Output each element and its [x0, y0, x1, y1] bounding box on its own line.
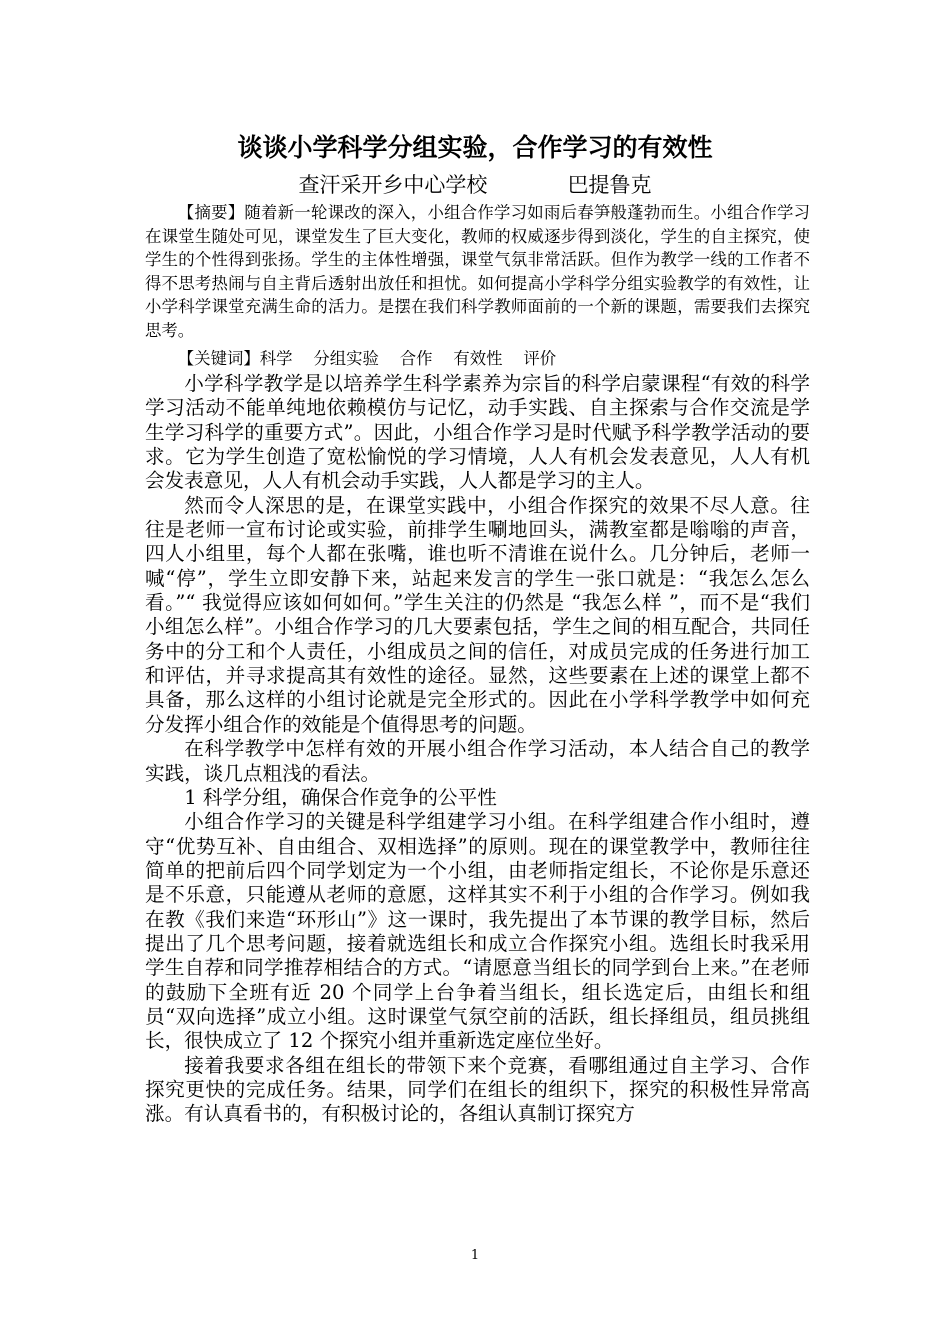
body-paragraph: 小组合作学习的关键是科学组建学习小组。在科学组建合作小组时，遵守“优势互补、自由组合、双相选择”的原则。现在的课堂教学中，教师往往简单的把前后四个同学划定为一个小组，由老师指定组长，不论你是乐意还是不乐意，只能遵从老师的意愿，这样其实不利于小组的合作学习。例如我在教《我们来造“环形山”》这一课时，我先提出了本节课的教学目标，然后提出了几个思考问题，接着就选组长和成立合作探究小组。选组长时我采用学生自荐和同学推荐相结合的方式。“请愿意当组长的同学到台上来。”在老师的鼓励下全班有近 20 个同学上台争着当组长，组长选定后，由组长和组员“双向选择”成立小组。这时课堂气氛空前的活跃，组长择组员，组员挑组长，很快成立了 12 个探究小组并重新选定座位坐好。 [145, 810, 810, 1053]
page-number: 1 [470, 1248, 480, 1263]
section-heading: 1 科学分组，确保合作竞争的公平性 [184, 785, 497, 809]
body-paragraph: 接着我要求各组在组长的带领下来个竞赛，看哪组通过自主学习、合作探究更快的完成任务。结果，同学们在组长的组织下，探究的积极性异常高涨。有认真看书的，有积极讨论的，各组认真制订探究方 [145, 1053, 810, 1126]
body-paragraph: 在科学教学中怎样有效的开展小组合作学习活动，本人结合自己的教学实践，谈几点粗浅的看法。 [145, 737, 810, 785]
body-text [145, 372, 810, 1127]
document-title: 谈谈小学科学分组实验，合作学习的有效性 [237, 133, 713, 162]
author-byline: 查汗采开乡中心学校 巴提鲁克 [298, 173, 652, 197]
body-paragraph: 小学科学教学是以培养学生科学素养为宗旨的科学启蒙课程“有效的科学学习活动不能单纯地依赖模仿与记忆，动手实践、自主探索与合作交流是学生学习科学的重要方式”。因此，小组合作学习是时代赋予科学教学活动的要求。它为学生创造了宽松愉悦的学习情境，人人有机会发表意见，人人有机会发表意见，人人有机会动手实践，人人都是学习的主人。 [145, 372, 810, 493]
abstract-paragraph: 【摘要】随着新一轮课改的深入，小组合作学习如雨后春笋般蓬勃而生。小组合作学习在课堂生随处可见，课堂发生了巨大变化，教师的权威逐步得到淡化，学生的自主探究，使学生的个性得到张扬。学生的主体性增强，课堂气氛非常活跃。但作为教学一线的工作者不得不思考热闹与自主背后透射出放任和担忧。如何提高小学科学分组实验教学的有效性，让小学科学课堂充满生命的活力。是摆在我们科学教师面前的一个新的课题，需要我们去探究思考。 [145, 203, 810, 340]
body-paragraph: 然而令人深思的是，在课堂实践中，小组合作探究的效果不尽人意。往往是老师一宣布讨论或实验，前排学生唰地回头，满教室都是嗡嗡的声音，四人小组里，每个人都在张嘴，谁也听不清谁在说什么。几分钟后，老师一喊“停”，学生立即安静下来，站起来发言的学生一张口就是：“我怎么怎么看。”“ 我觉得应该如何如何。”学生关注的仍然是 “我怎么样 ”，而不是“我们小组怎么样”。小组合作学习的几大要素包括，学生之间的相互配合，共同任务中的分工和个人责任，小组成员之间的信任，对成员完成的任务进行加工和评估，并寻求提高其有效性的途径。显然，这些要素在上述的课堂上都不具备，那么这样的小组讨论就是完全形式的。因此在小学科学教学中如何充分发挥小组合作的效能是个值得思考的问题。 [145, 493, 810, 736]
keywords-line: 【关键词】科学 分组实验 合作 有效性 评价 [177, 349, 557, 368]
